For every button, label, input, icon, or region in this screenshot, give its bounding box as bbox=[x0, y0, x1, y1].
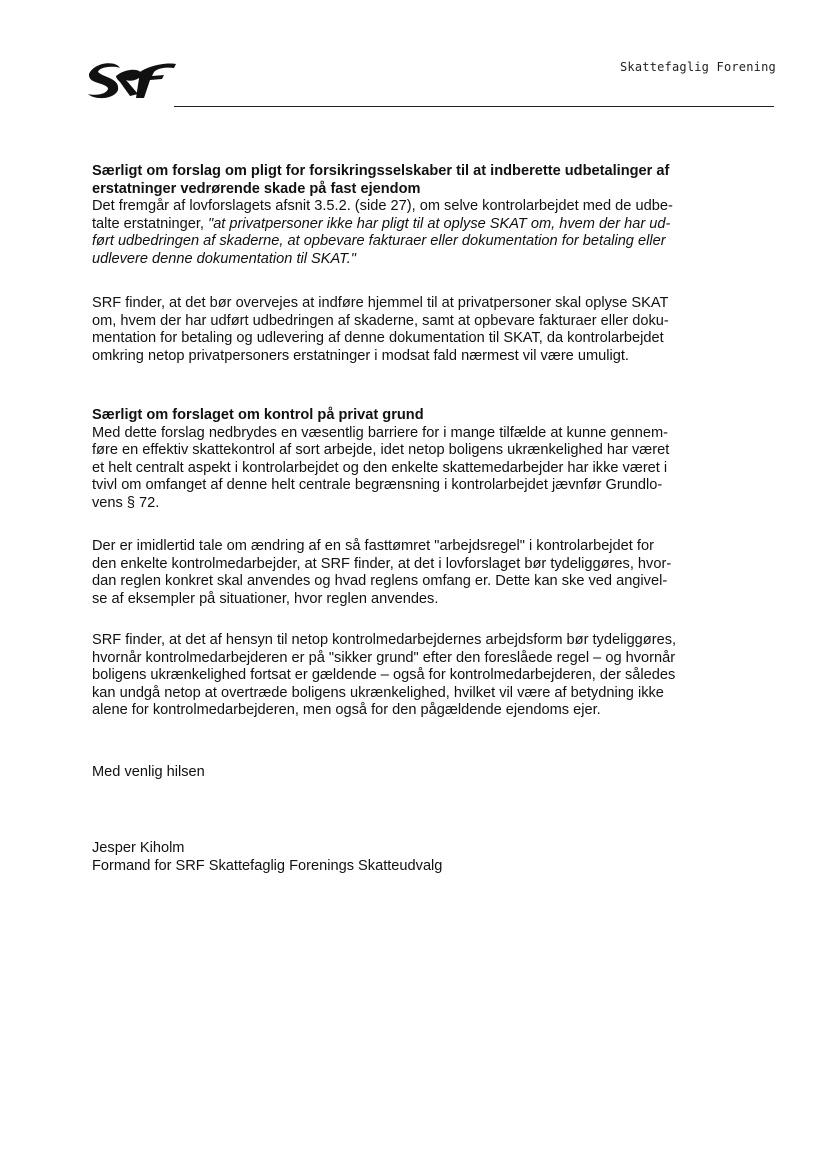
body-line: Med dette forslag nedbrydes en væsentlig barriere for i mange tilfælde at kunne gennem- bbox=[92, 424, 668, 441]
body-line: dan reglen konkret skal anvendes og hvad reglens omfang er. Dette kan ske ved angivel- bbox=[92, 573, 668, 590]
paragraph-srf-recommendation-2 bbox=[92, 632, 782, 720]
quote-line: ført udbedringen af skaderne, at opbevare fakturaer eller dokumentation for betaling eller bbox=[92, 233, 666, 250]
section-heading: erstatninger vedrørende skade på fast ejendom bbox=[92, 180, 421, 197]
body-line: den enkelte kontrolmedarbejder, at SRF finder, at det i lovforslaget bør tydeliggøres, hvor- bbox=[92, 555, 672, 572]
quote-text: "at privatpersoner ikke har pligt til at oplyse SKAT om, hvem der har ud- bbox=[208, 215, 671, 232]
quote-line: udlevere denne dokumentation til SKAT." bbox=[92, 250, 356, 267]
body-line: om, hvem der har udført udbedringen af skaderne, samt at opbevare fakturaer eller doku- bbox=[92, 312, 669, 329]
closing-greeting: Med venlig hilsen bbox=[92, 764, 205, 780]
body-line: hvornår kontrolmedarbejderen er på "sikker grund" efter den foreslåede regel – og hvornår bbox=[92, 649, 676, 666]
section-insurance-reporting bbox=[92, 163, 782, 269]
body-line: kan undgå netop at overtræde boligens ukrænkelighed, hvilket vil være af betydning ikke bbox=[92, 684, 664, 701]
body-line: føre en effektiv skattekontrol af sort arbejde, idet netop boligens ukrænkelighed har været bbox=[92, 442, 670, 459]
paragraph-srf-recommendation-1 bbox=[92, 295, 782, 365]
section-heading: Særligt om forslaget om kontrol på privat grund bbox=[92, 407, 424, 423]
paragraph-work-rule bbox=[92, 538, 782, 608]
org-name: Skattefaglig Forening bbox=[620, 60, 776, 74]
signer-name: Jesper Kiholm bbox=[92, 840, 185, 856]
body-line: et helt centralt aspekt i kontrolarbejdet og den enkelte skattemedarbejder har ikke været i bbox=[92, 459, 668, 476]
body-line: boligens ukrænkelighed fortsat er gældende – også for kontrolmedarbejderen, der således bbox=[92, 667, 676, 684]
header-divider bbox=[174, 106, 774, 107]
body-line: se af eksempler på situationer, hvor reglen anvendes. bbox=[92, 590, 439, 607]
section-heading: Særligt om forslag om pligt for forsikringsselskaber til at indberette udbetalinger af bbox=[92, 163, 670, 179]
body-text: talte erstatninger, bbox=[92, 215, 209, 232]
body-line: vens § 72. bbox=[92, 494, 160, 511]
body-line bbox=[92, 216, 782, 234]
srf-logo bbox=[86, 54, 178, 104]
body-line: omkring netop privatpersoners erstatninger i modsat fald nærmest vil være umuligt. bbox=[92, 347, 629, 364]
body-line: SRF finder, at det af hensyn til netop kontrolmedarbejdernes arbejdsform bør tydeliggøres, bbox=[92, 632, 677, 648]
signer-title: Formand for SRF Skattefaglig Forenings Skatteudvalg bbox=[92, 858, 443, 874]
body-line: Det fremgår af lovforslagets afsnit 3.5.2. (side 27), om selve kontrolarbejdet med de udbe- bbox=[92, 198, 673, 215]
signature-block bbox=[92, 839, 442, 875]
body-line: Der er imidlertid tale om ændring af en så fasttømret "arbejdsregel" i kontrolarbejdet for bbox=[92, 538, 654, 554]
body-line: tvivl om omfanget af denne helt centrale begrænsning i kontrolarbejdet jævnfør Grundlo- bbox=[92, 477, 663, 494]
body-line: alene for kontrolmedarbejderen, men også for den pågældende ejendoms ejer. bbox=[92, 702, 601, 719]
body-line: SRF finder, at det bør overvejes at indføre hjemmel til at privatpersoner skal oplyse SKAT bbox=[92, 295, 669, 311]
section-private-property-control bbox=[92, 407, 782, 513]
body-line: mentation for betaling og udlevering af denne dokumentation til SKAT, da kontrolarbejdet bbox=[92, 330, 664, 347]
